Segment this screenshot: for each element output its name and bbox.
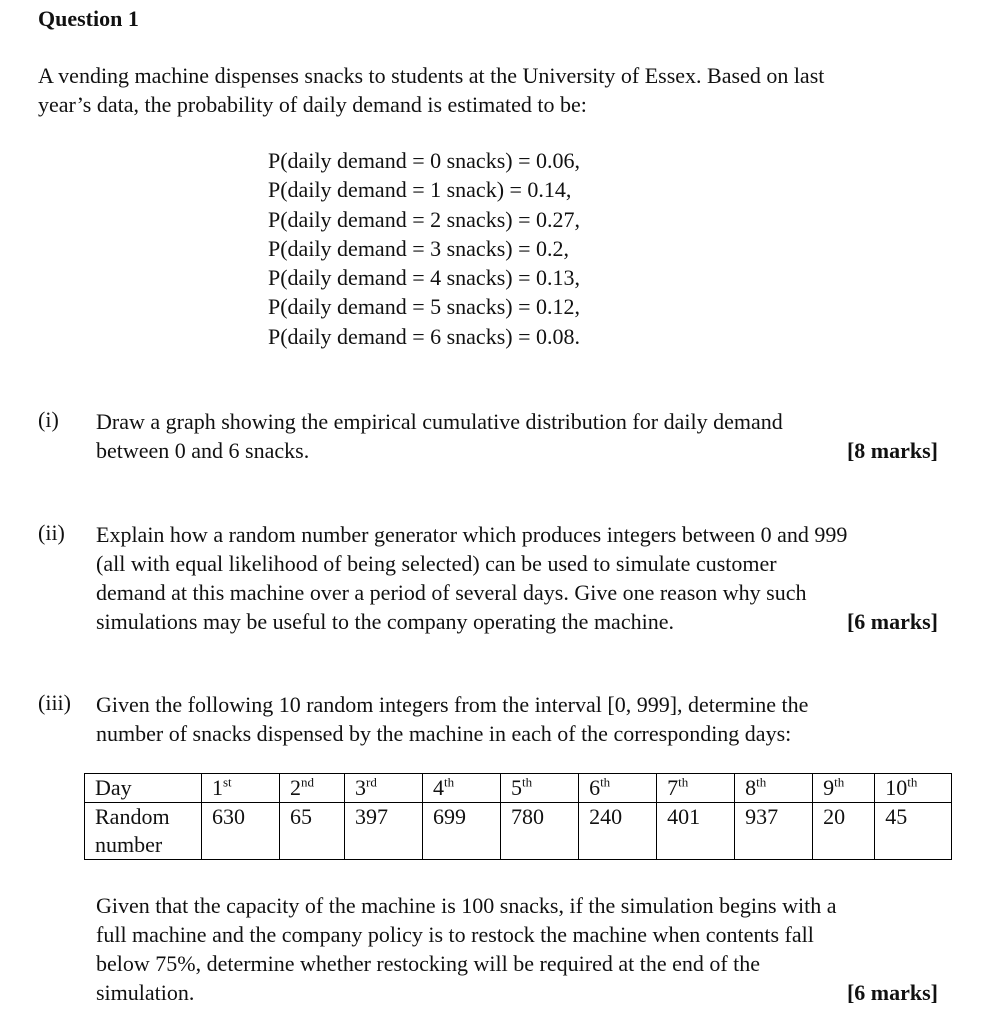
simulation-marks: [6 marks] [846, 980, 938, 1005]
part-i-last-line [96, 436, 938, 465]
part-ii-number: (ii) [38, 520, 65, 545]
part-ii-last-line [96, 607, 938, 636]
day-number: 9 [823, 775, 835, 800]
simulation-line: full machine and the company policy is to restock the machine when contents fall [96, 922, 814, 947]
random-value-cell: 699 [423, 803, 501, 860]
probability-line: P(daily demand = 6 snacks) = 0.08. [268, 323, 580, 349]
probability-line: P(daily demand = 2 snacks) = 0.27, [268, 206, 580, 232]
part-iii-number: (iii) [38, 690, 71, 715]
question-title: Question 1 [38, 6, 139, 31]
probability-line: P(daily demand = 5 snacks) = 0.12, [268, 294, 580, 320]
random-value-cell: 630 [202, 803, 280, 860]
simulation-line: below 75%, determine whether restocking will be required at the end of the [96, 951, 761, 976]
random-value-cell: 937 [735, 803, 813, 860]
part-ii-line: simulations may be useful to the company operating the machine. [96, 609, 674, 634]
intro-line: A vending machine dispenses snacks to students at the University of Essex. Based on last [38, 63, 825, 88]
day-number: 5 [511, 775, 523, 800]
part-i-line: between 0 and 6 snacks. [96, 438, 310, 463]
day-suffix: th [834, 774, 845, 790]
day-cell [423, 774, 501, 803]
part-iii-text [96, 690, 938, 748]
day-cell [657, 774, 735, 803]
random-value-cell: 45 [875, 803, 952, 860]
day-number: 2 [290, 775, 302, 800]
simulation-line: Given that the capacity of the machine is 100 snacks, if the simulation begins with a [96, 893, 837, 918]
part-ii-marks: [6 marks] [846, 609, 938, 634]
day-cell [202, 774, 280, 803]
part-i-line: Draw a graph showing the empirical cumulative distribution for daily demand [96, 409, 783, 434]
day-number: 7 [667, 775, 679, 800]
day-header-cell: Day [85, 774, 202, 803]
random-header-cell: Random number [85, 803, 202, 860]
simulation-last-line [96, 978, 938, 1007]
day-cell [345, 774, 423, 803]
probability-line: P(daily demand = 0 snacks) = 0.06, [268, 148, 580, 173]
day-cell [579, 774, 657, 803]
random-value-cell: 20 [813, 803, 875, 860]
random-value-cell: 65 [280, 803, 345, 860]
part-ii-text [96, 520, 938, 636]
day-cell [735, 774, 813, 803]
random-value-cell: 780 [501, 803, 579, 860]
day-suffix: th [678, 774, 689, 790]
day-suffix: th [756, 774, 767, 790]
table-row-random [85, 803, 952, 860]
part-ii-line: Explain how a random number generator which produces integers between 0 and 999 [96, 522, 848, 547]
simulation-paragraph [96, 891, 938, 1007]
day-cell [875, 774, 952, 803]
part-ii-line: (all with equal likelihood of being selected) can be used to simulate customer [96, 551, 777, 576]
probability-line: P(daily demand = 1 snack) = 0.14, [268, 177, 572, 203]
day-number: 8 [745, 775, 757, 800]
part-i-number: (i) [38, 407, 59, 432]
table-row-day [85, 774, 952, 803]
random-value-cell: 240 [579, 803, 657, 860]
part-iii-line: number of snacks dispensed by the machine in each of the corresponding days: [96, 721, 792, 746]
part-i-marks: [8 marks] [846, 438, 938, 463]
day-suffix: rd [366, 774, 377, 790]
intro-paragraph [38, 61, 943, 119]
day-cell [501, 774, 579, 803]
day-suffix: th [600, 774, 611, 790]
part-iii-line: Given the following 10 random integers from the interval [0, 999], determine the [96, 692, 809, 717]
day-number: 6 [589, 775, 601, 800]
day-suffix: th [907, 774, 918, 790]
probability-line: P(daily demand = 3 snacks) = 0.2, [268, 235, 569, 261]
day-number: 3 [355, 775, 367, 800]
random-value-cell: 397 [345, 803, 423, 860]
day-cell [280, 774, 345, 803]
simulation-line: simulation. [96, 980, 195, 1005]
day-suffix: th [444, 774, 455, 790]
day-cell [813, 774, 875, 803]
day-number: 4 [433, 775, 445, 800]
random-number-table [84, 773, 952, 860]
day-suffix: nd [301, 774, 315, 790]
day-suffix: st [223, 774, 232, 790]
part-i-text [96, 407, 938, 465]
day-number: 10 [885, 775, 908, 800]
day-suffix: th [522, 774, 533, 790]
probability-line: P(daily demand = 4 snacks) = 0.13, [268, 265, 580, 291]
random-value-cell: 401 [657, 803, 735, 860]
day-number: 1 [212, 775, 223, 800]
part-ii-line: demand at this machine over a period of several days. Give one reason why such [96, 580, 807, 605]
probability-list [268, 146, 580, 351]
intro-line: year’s data, the probability of daily demand is estimated to be: [38, 92, 587, 117]
